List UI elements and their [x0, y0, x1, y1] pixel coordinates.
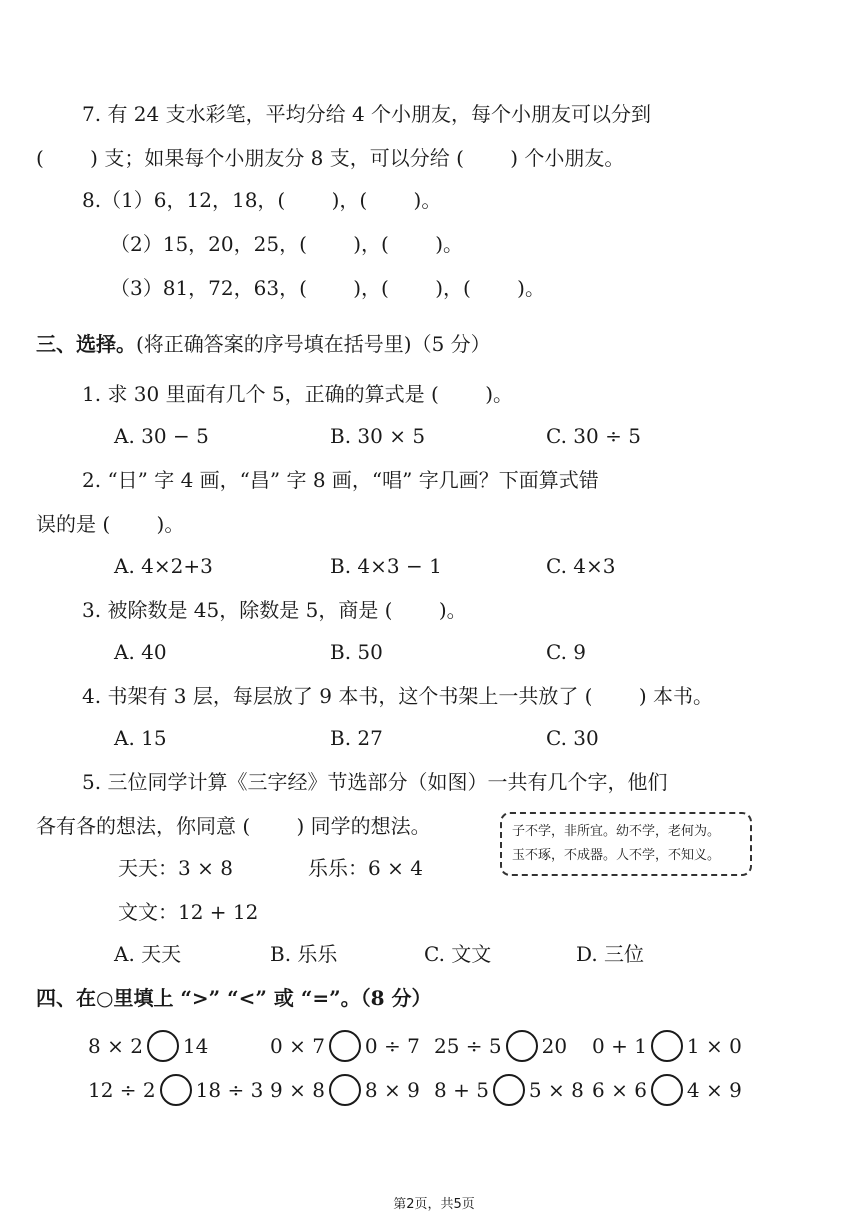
- s3-q4-text: 4. 书架有 3 层，每层放了 9 本书，这个书架上一共放了 ( ) 本书。: [82, 684, 713, 708]
- compare-left: 0 + 1: [592, 1034, 647, 1058]
- answer-circle[interactable]: [506, 1030, 538, 1062]
- compare-right: 5 × 8: [528, 1078, 584, 1102]
- q7-line2: ( ) 支；如果每个小朋友分 8 支，可以分给 ( ) 个小朋友。: [36, 146, 625, 170]
- compare-item: [434, 1074, 584, 1106]
- answer-circle[interactable]: [493, 1074, 525, 1106]
- s3-q4-option-a: A. 15: [114, 726, 167, 750]
- answer-circle[interactable]: [651, 1074, 683, 1106]
- sanzijing-verse-box: [500, 812, 752, 876]
- s3-q4-option-c: C. 30: [546, 726, 599, 750]
- compare-left: 25 ÷ 5: [434, 1034, 502, 1058]
- section3-title: 三、选择。: [36, 332, 136, 356]
- compare-right: 1 × 0: [686, 1034, 742, 1058]
- s3-q2-option-c: C. 4×3: [546, 554, 616, 578]
- compare-right: 8 × 9: [364, 1078, 420, 1102]
- s3-q1-text: 1. 求 30 里面有几个 5，正确的算式是 ( )。: [82, 382, 514, 406]
- compare-left: 12 ÷ 2: [88, 1078, 156, 1102]
- s3-q1-option-b: B. 30 × 5: [330, 424, 426, 448]
- s3-q3-option-a: A. 40: [114, 640, 167, 664]
- s3-q3-option-c: C. 9: [546, 640, 587, 664]
- s3-q5-wenwen: 文文：12 + 12: [118, 900, 259, 924]
- page-footer: 第2页，共5页: [393, 1197, 475, 1212]
- s3-q5-option-d: D. 三位: [576, 942, 645, 966]
- s3-q5-option-c: C. 文文: [424, 942, 492, 966]
- compare-item: [88, 1074, 263, 1106]
- answer-circle[interactable]: [160, 1074, 192, 1106]
- compare-left: 6 × 6: [592, 1078, 647, 1102]
- s3-q3-text: 3. 被除数是 45，除数是 5，商是 ( )。: [82, 598, 467, 622]
- s3-q2-option-a: A. 4×2+3: [114, 554, 213, 578]
- compare-item: [434, 1030, 567, 1062]
- s3-q4-option-b: B. 27: [330, 726, 383, 750]
- compare-right: 0 ÷ 7: [364, 1034, 420, 1058]
- s3-q5-line2: 各有各的想法，你同意 ( ) 同学的想法。: [36, 814, 431, 838]
- compare-item: [270, 1074, 420, 1106]
- verse-line-2: 玉不琢，不成器。人不学，不知义。: [512, 848, 721, 863]
- q8-line2: （2）15，20，25，( )，( )。: [110, 232, 463, 256]
- compare-left: 8 × 2: [88, 1034, 143, 1058]
- s3-q5-lele: 乐乐：6 × 4: [308, 856, 423, 880]
- s3-q1-option-c: C. 30 ÷ 5: [546, 424, 641, 448]
- s3-q5-line1: 5. 三位同学计算《三字经》节选部分（如图）一共有几个字，他们: [82, 770, 668, 794]
- compare-item: [592, 1030, 742, 1062]
- verse-line-1: 子不学，非所宜。幼不学，老何为。: [512, 824, 721, 839]
- compare-right: 14: [182, 1034, 209, 1058]
- compare-right: 18 ÷ 3: [195, 1078, 264, 1102]
- compare-left: 8 + 5: [434, 1078, 489, 1102]
- q8-line3: （3）81，72，63，( )，( )，( )。: [110, 276, 545, 300]
- s3-q2-line1: 2. “日” 字 4 画，“昌” 字 8 画，“唱” 字几画？下面算式错: [82, 468, 599, 492]
- s3-q2-line2: 误的是 ( )。: [36, 512, 185, 536]
- s3-q5-option-b: B. 乐乐: [270, 942, 338, 966]
- compare-left: 0 × 7: [270, 1034, 325, 1058]
- q8-line1: 8.（1）6，12，18，( )，( )。: [82, 188, 442, 212]
- s3-q5-tiantian: 天天：3 × 8: [118, 856, 233, 880]
- section3-note: (将正确答案的序号填在括号里)（5 分）: [136, 332, 491, 356]
- section3-heading: [36, 330, 491, 358]
- compare-item: [592, 1074, 742, 1106]
- answer-circle[interactable]: [147, 1030, 179, 1062]
- answer-circle[interactable]: [651, 1030, 683, 1062]
- compare-item: [88, 1030, 208, 1062]
- s3-q2-option-b: B. 4×3 − 1: [330, 554, 442, 578]
- section4-title: 四、在○里填上 “>” “<” 或 “=”。（8 分）: [36, 986, 432, 1010]
- compare-right: 4 × 9: [686, 1078, 742, 1102]
- compare-left: 9 × 8: [270, 1078, 325, 1102]
- q7-line1: 7. 有 24 支水彩笔，平均分给 4 个小朋友，每个小朋友可以分到: [82, 102, 652, 126]
- s3-q5-option-a: A. 天天: [114, 942, 182, 966]
- answer-circle[interactable]: [329, 1030, 361, 1062]
- compare-item: [270, 1030, 420, 1062]
- s3-q3-option-b: B. 50: [330, 640, 383, 664]
- s3-q1-option-a: A. 30 − 5: [114, 424, 209, 448]
- answer-circle[interactable]: [329, 1074, 361, 1106]
- compare-right: 20: [541, 1034, 568, 1058]
